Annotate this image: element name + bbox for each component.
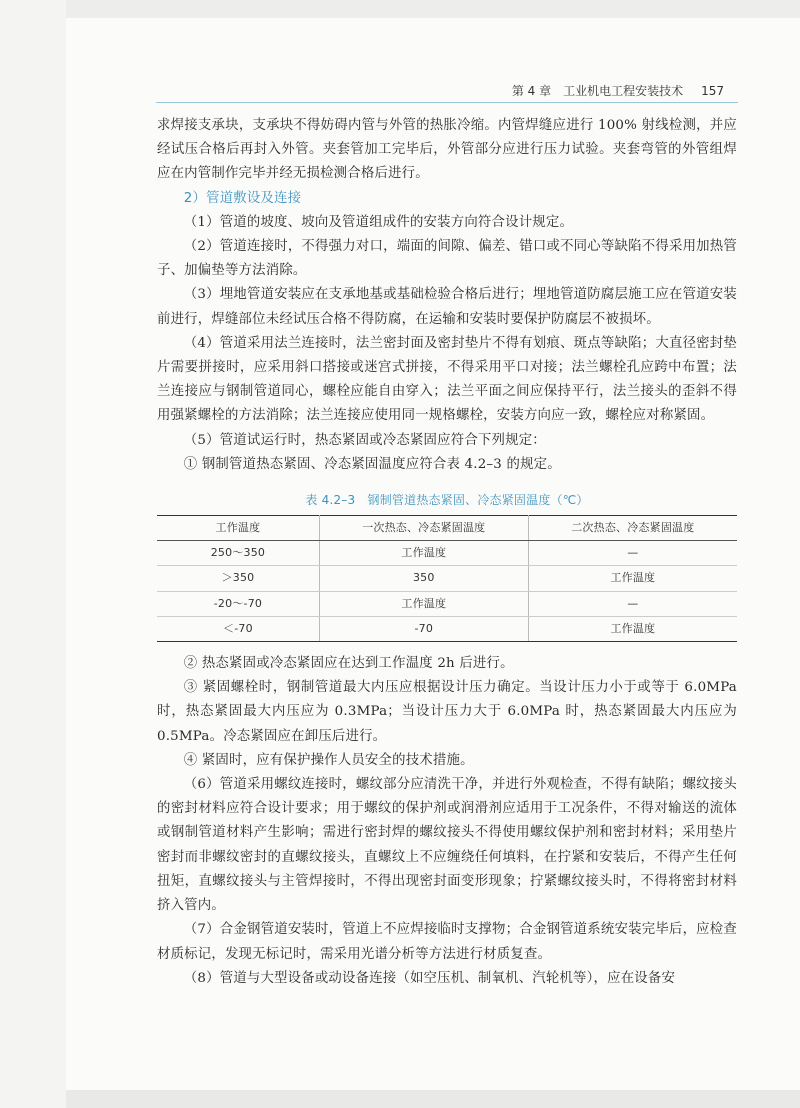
scan-top-margin — [66, 0, 800, 18]
list-item: （5）管道试运行时，热态紧固或冷态紧固应符合下列规定： — [183, 432, 546, 448]
table-cell: 工作温度 — [528, 616, 737, 641]
list-item: （7）合金钢管道安装时，管道上不应焊接临时支撑物；合金钢管道系统安装完毕后，应检查材质标记，发现无标记时，需采用光谱分析等方法进行材质复查。 — [157, 922, 737, 962]
table-cell: 350 — [319, 566, 528, 591]
list-item: ① 钢制管道热态紧固、冷态紧固温度应符合表 4.2–3 的规定。 — [183, 456, 561, 472]
paragraph: 求焊接支承块，支承块不得妨碍内管与外管的热胀冷缩。内管焊缝应进行 100% 射线检测，并应经试压合格后再封入外管。夹套管加工完毕后，外管部分应进行压力试验。夹套弯管的外管组焊应在内管制作完毕并经无损检测合格后进行。 — [157, 118, 737, 182]
table-cell: ＞350 — [157, 566, 319, 591]
table-cell: 工作温度 — [319, 541, 528, 566]
table-cell: 工作温度 — [528, 566, 737, 591]
list-item: （2）管道连接时，不得强力对口，端面的间隙、偏差、错口或不同心等缺陷不得采用加热管子、加偏垫等方法消除。 — [157, 239, 737, 279]
table-row — [157, 566, 737, 591]
table-cell: 250～350 — [157, 541, 319, 566]
table-header-cell: 一次热态、冷态紧固温度 — [319, 516, 528, 541]
page-number: 157 — [701, 84, 724, 98]
table-cell: 工作温度 — [319, 591, 528, 616]
running-header — [512, 82, 724, 99]
table-cell: — — [528, 591, 737, 616]
table-cell: -70 — [319, 616, 528, 641]
list-item: ③ 紧固螺栓时，钢制管道最大内压应根据设计压力确定。当设计压力小于或等于 6.0MPa 时，热态紧固最大内压应为 0.3MPa；当设计压力大于 6.0MPa 时，热态紧固最大内压应为 0.5MPa。冷态紧固应在卸压后进行。 — [157, 680, 737, 744]
list-item: （3）埋地管道安装应在支承地基或基础检验合格后进行；埋地管道防腐层施工应在管道安装前进行，焊缝部位未经试压合格不得防腐，在运输和安装时要保护防腐层不被损坏。 — [157, 287, 737, 327]
table-header-row — [157, 516, 737, 541]
temperature-table — [157, 515, 737, 642]
table-row — [157, 616, 737, 641]
body-text — [157, 114, 737, 991]
table-row — [157, 541, 737, 566]
list-item: （8）管道与大型设备或动设备连接（如空压机、制氧机、汽轮机等），应在设备安 — [183, 970, 676, 986]
table-row — [157, 591, 737, 616]
table-caption: 表 4.2–3 钢制管道热态紧固、冷态紧固温度（℃） — [305, 493, 589, 508]
list-item: ④ 紧固时，应有保护操作人员安全的技术措施。 — [183, 752, 474, 768]
list-item: （4）管道采用法兰连接时，法兰密封面及密封垫片不得有划痕、斑点等缺陷；大直径密封垫片需要拼接时，应采用斜口搭接或迷宫式拼接，不得采用平口对接；法兰螺栓孔应跨中布置；法兰连接应与钢制管道同心，螺栓应能自由穿入；法兰平面之间应保持平行，法兰接头的歪斜不得用强紧螺栓的方法消除；法兰连接应使用同一规格螺栓，安装方向应一致，螺栓应对称紧固。 — [157, 335, 737, 424]
list-item: ② 热态紧固或冷态紧固应在达到工作温度 2h 后进行。 — [183, 656, 514, 672]
scan-bottom-margin — [66, 1090, 800, 1108]
header-rule — [156, 102, 738, 103]
list-item: （1）管道的坡度、坡向及管道组成件的安装方向符合设计规定。 — [183, 214, 574, 230]
table-header-cell: 二次热态、冷态紧固温度 — [528, 516, 737, 541]
chapter-label: 第 4 章 — [511, 84, 552, 98]
table-cell: ＜-70 — [157, 616, 319, 641]
section-heading: 2）管道敷设及连接 — [183, 190, 302, 206]
list-item: （6）管道采用螺纹连接时，螺纹部分应清洗干净，并进行外观检查，不得有缺陷；螺纹接头的密封材料应符合设计要求；用于螺纹的保护剂或润滑剂应适用于工况条件，不得对输送的流体或钢制管道材料产生影响；需进行密封焊的螺纹接头不得使用螺纹保护剂和密封材料；采用垫片密封而非螺纹密封的直螺纹接头，直螺纹上不应缠绕任何填料，在拧紧和安装后，不得产生任何扭矩，直螺纹接头与主管焊接时，不得出现密封面变形现象；拧紧螺纹接头时，不得将密封材料挤入管内。 — [157, 777, 737, 914]
table-cell: — — [528, 541, 737, 566]
table-header-cell: 工作温度 — [157, 516, 319, 541]
chapter-title: 工业机电工程安装技术 — [563, 84, 684, 98]
table-cell: -20～-70 — [157, 591, 319, 616]
